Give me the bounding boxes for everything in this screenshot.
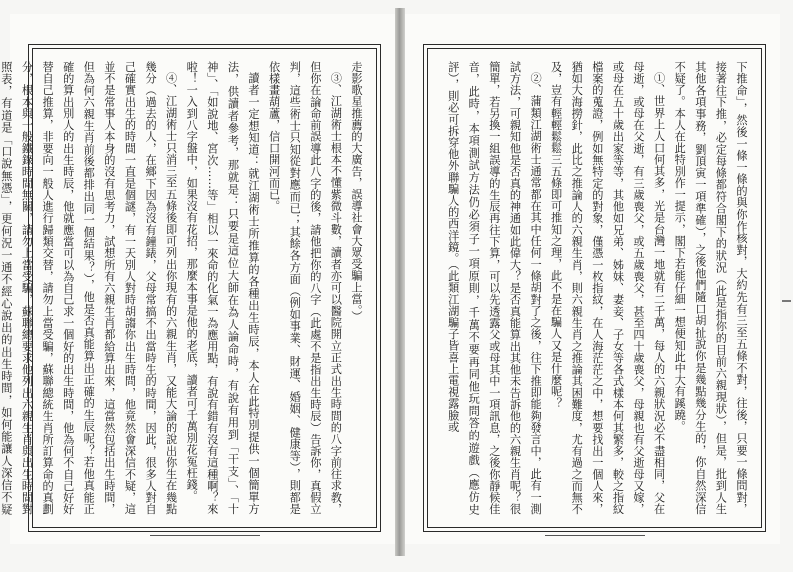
left-paragraph-2: ③、江湖術士根本不懂紫微斗數，讀者亦可以醫院開立正式出生時間的八字前往求教，但你在論命前誤導此八字的後，請他把你的八字（此處不是指出生時辰）告訴你，真假立判，這些術士只知從對應而已；其餘各方面（例如事業、財運、婚姻、健康等），則都是依樣畫葫蘆，信口開河而已。 xyxy=(267,61,343,515)
left-paragraph-4: ④、江湖術士只消三至五條後即可列出你現有的六親生肖，又能大論的說出你生在幾點幾分（過去的人，在鄉下因為沒有鐘錶，父母常搞不出當時生的時間，因此，很多人對自己確實出生的時間一直是個謎，有一天別人對時胡謅你出生時問，他竟然會深信不疑，這並不是常事人本身的沒有思考力，試想所有六親生肖都給算出來，這當然包括出生時間，但為何六親生肖前後都排出同一個結果？），他是否真能算出正確的生辰呢？若他真能正確的算出別人的出生時辰，他就應當可以為自己求一個好的出生時間，他為何不自己好好替自己推算，非要向一般人進行歸類交替，請勿上當受騙，蘇聯總統生肖所訂算命的真劃分，根本與一般鐵錄時間無關，請勿上當受騙，蘇聯總要求他列出六親生肖與出生時間對照表，有道是「口說無憑」，更何況一通不經心說出的出生時間，如何能讓人深信不疑 xyxy=(0,61,178,515)
right-page-text xyxy=(438,61,751,515)
book-gutter xyxy=(395,8,405,556)
right-paragraph-1: 下推命」，然後一條一條的與你作核對，大約先有三至五條不對，往後，只要一條問對，接著往下推，必定每條都符合閣下的狀況（此是指你的目前六親現狀），但是，批到人生其他各項事務，劉頂寅一項準確），之後他們隨口胡扯說你是幾點幾分生的，你自然深信不疑了。本人在此特別作一提示，閣下若能仔細一想便知此中大有蹊蹺。 xyxy=(673,61,748,515)
left-page-footer-rule xyxy=(150,535,260,536)
left-page-frame xyxy=(0,48,377,528)
left-page xyxy=(0,14,395,544)
right-page-footer-rule xyxy=(545,535,645,536)
right-paragraph-3: ②、蒲類江湖術士通常都在其中任何一條胡對了之後，往下推即能夠發言中，此有一測試方法，可親知他是否真的神通如此偉大？是否真能算出其他未告訴他的六親生肖呢？很簡單，若另換一組誤導的生辰再往下算，可以先透露父或母其中一項訊息，之後你靜候佳音，此時，本項測試方法仍必須子一項原則，千萬不要再同他玩問答的遊戲（應仿史評），則必可拆穿他外聯騙人的西洋鏡。（此類江湖騙子皆喜上電視露臉或 xyxy=(446,61,543,515)
right-page xyxy=(405,14,780,544)
right-paragraph-2: ①、世界上人口何其多，光是台灣一地就有二千萬，每人的六親狀況必不盡相同，父在母逝，或母在父逝，有三歲喪父，或五歲喪父，甚至四十歲喪父，母親也有父逝母又嫁，或母在五十歲出家等等，其他如兄弟、姊妹、妻妾、子女等各式樣本何其繁多，較之指紋檔案的蒐證，例如無特定的對象，僅憑一枚指紋，在人海茫茫之中，想要找出一個人來，猶如大海撈針，此比之推論人的六親生肖，則六親生肖之推論其困難度，尤有過之而無不及，豈有輕輕鬆鬆三五條即可推知之理，此不是在騙人又是什麼呢？ xyxy=(549,61,666,515)
left-paragraph-3: 讀者一定想知道：就江湖術士所推算的各種出生時辰，本人在此特別提供一個簡單方法，供讀者參考，那就是：只要是這位大師在為人論命時，有說有用到「干支」、「十神」、「如說地、宮次……等」相以一來命的化氣一為應用點，有說有錯有沒有這種啊？來啦！一入到八字盤中，如果沒有花招，那麼本事是他的老底，讀者可千萬別花冤枉錢。 xyxy=(185,61,261,515)
right-page-frame xyxy=(427,48,762,528)
left-paragraph-1: 走影歌星推薦的大廣告，誤導社會大眾受騙上當。） xyxy=(350,61,363,323)
page-edge-mark xyxy=(782,300,791,302)
left-page-text xyxy=(0,61,366,515)
